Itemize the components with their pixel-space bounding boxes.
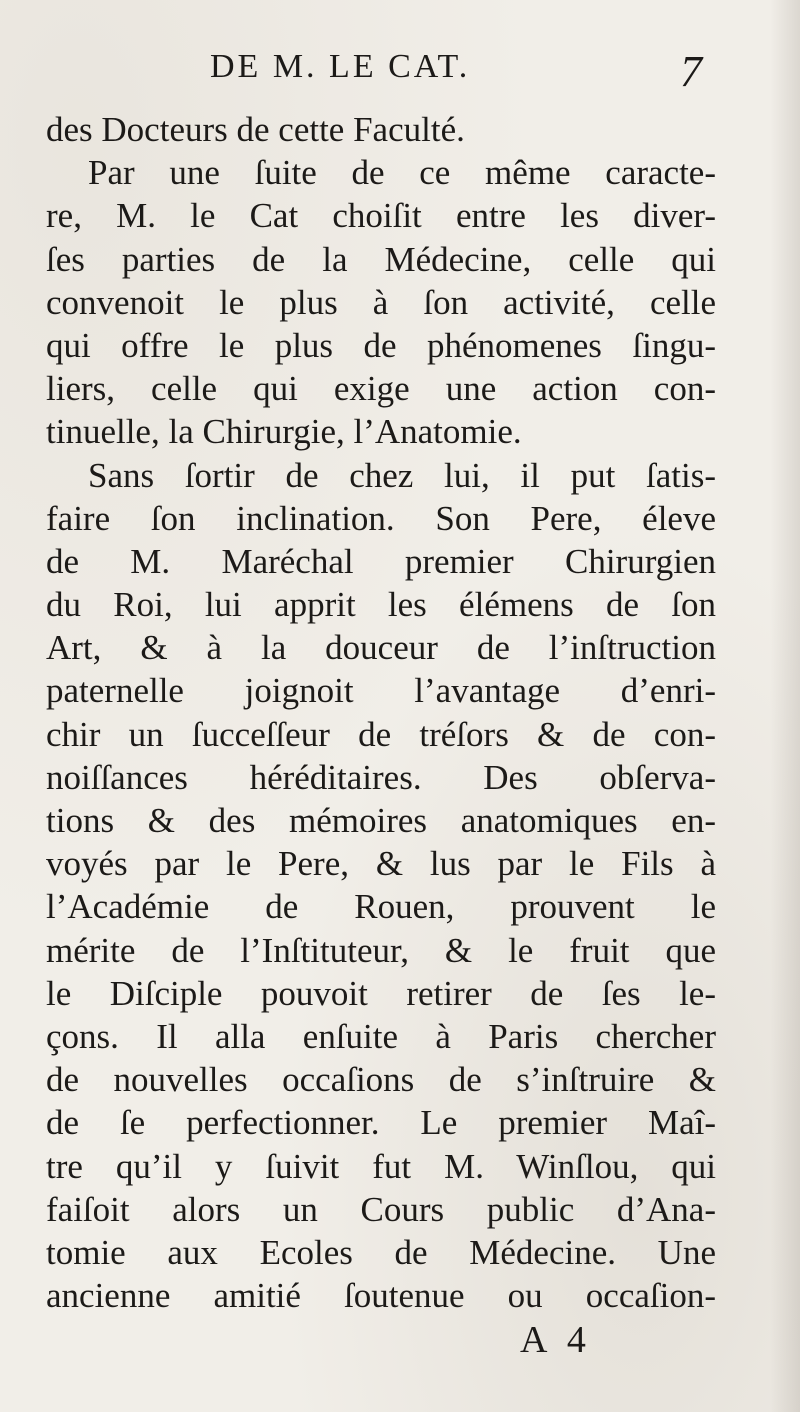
text-line: tomie aux Ecoles de Médecine. Une	[46, 1232, 716, 1272]
text-line: paternelle joignoit l’avantage d’enri-	[46, 671, 716, 711]
text-line: de M. Maréchal premier Chirurgien	[46, 541, 716, 581]
text-line: du Roi, lui apprit les élémens de ſon	[46, 585, 716, 625]
text-line: des Docteurs de cette Faculté.	[46, 110, 465, 149]
signature-mark: A 4	[520, 1319, 592, 1361]
text-line: Sans ſortir de chez lui, il put ſatis-	[88, 455, 716, 495]
text-line: de ſe perfectionner. Le premier Maî-	[46, 1103, 716, 1143]
text-line: ſes parties de la Médecine, celle qui	[46, 239, 716, 279]
text-line: chir un ſucceſſeur de tréſors & de con-	[46, 714, 716, 754]
text-line: l’Académie de Rouen, prouvent le	[46, 887, 716, 927]
text-line: tre qu’il y ſuivit fut M. Winſlou, qui	[46, 1146, 716, 1186]
body-text	[46, 108, 716, 1317]
text-line: tions & des mémoires anatomiques en-	[46, 801, 716, 840]
text-line: Art, & à la douceur de l’inſtruction	[46, 628, 716, 668]
text-line: le Diſciple pouvoit retirer de ſes le-	[46, 973, 716, 1013]
text-line: ancienne amitié ſoutenue ou occaſion-	[46, 1276, 716, 1316]
text-line: re, M. le Cat choiſit entre les diver-	[46, 196, 716, 236]
text-line: çons. Il alla enſuite à Paris chercher	[46, 1016, 716, 1056]
running-head: DE M. LE CAT.	[210, 48, 471, 85]
text-line: tinuelle, la Chirurgie, l’Anatomie.	[46, 412, 522, 452]
text-line: liers, celle qui exige une action con-	[46, 369, 716, 409]
text-line: convenoit le plus à ſon activité, celle	[46, 282, 716, 322]
text-line: Par une ſuite de ce même caracte-	[88, 153, 716, 193]
page-header	[0, 46, 800, 94]
text-line: faire ſon inclination. Son Pere, éleve	[46, 498, 716, 538]
text-line: de nouvelles occaſions de s’inſtruire &	[46, 1060, 716, 1100]
text-line: voyés par le Pere, & lus par le Fils à	[46, 844, 716, 884]
page-gutter-shadow	[770, 0, 800, 1412]
text-line: qui offre le plus de phénomenes ſingu-	[46, 325, 716, 365]
page-number: 7	[680, 47, 702, 96]
text-line: mérite de l’Inſtituteur, & le fruit que	[46, 930, 716, 970]
text-line: noiſſances héréditaires. Des obſerva-	[46, 757, 716, 797]
text-line: faiſoit alors un Cours public d’Ana-	[46, 1189, 716, 1229]
